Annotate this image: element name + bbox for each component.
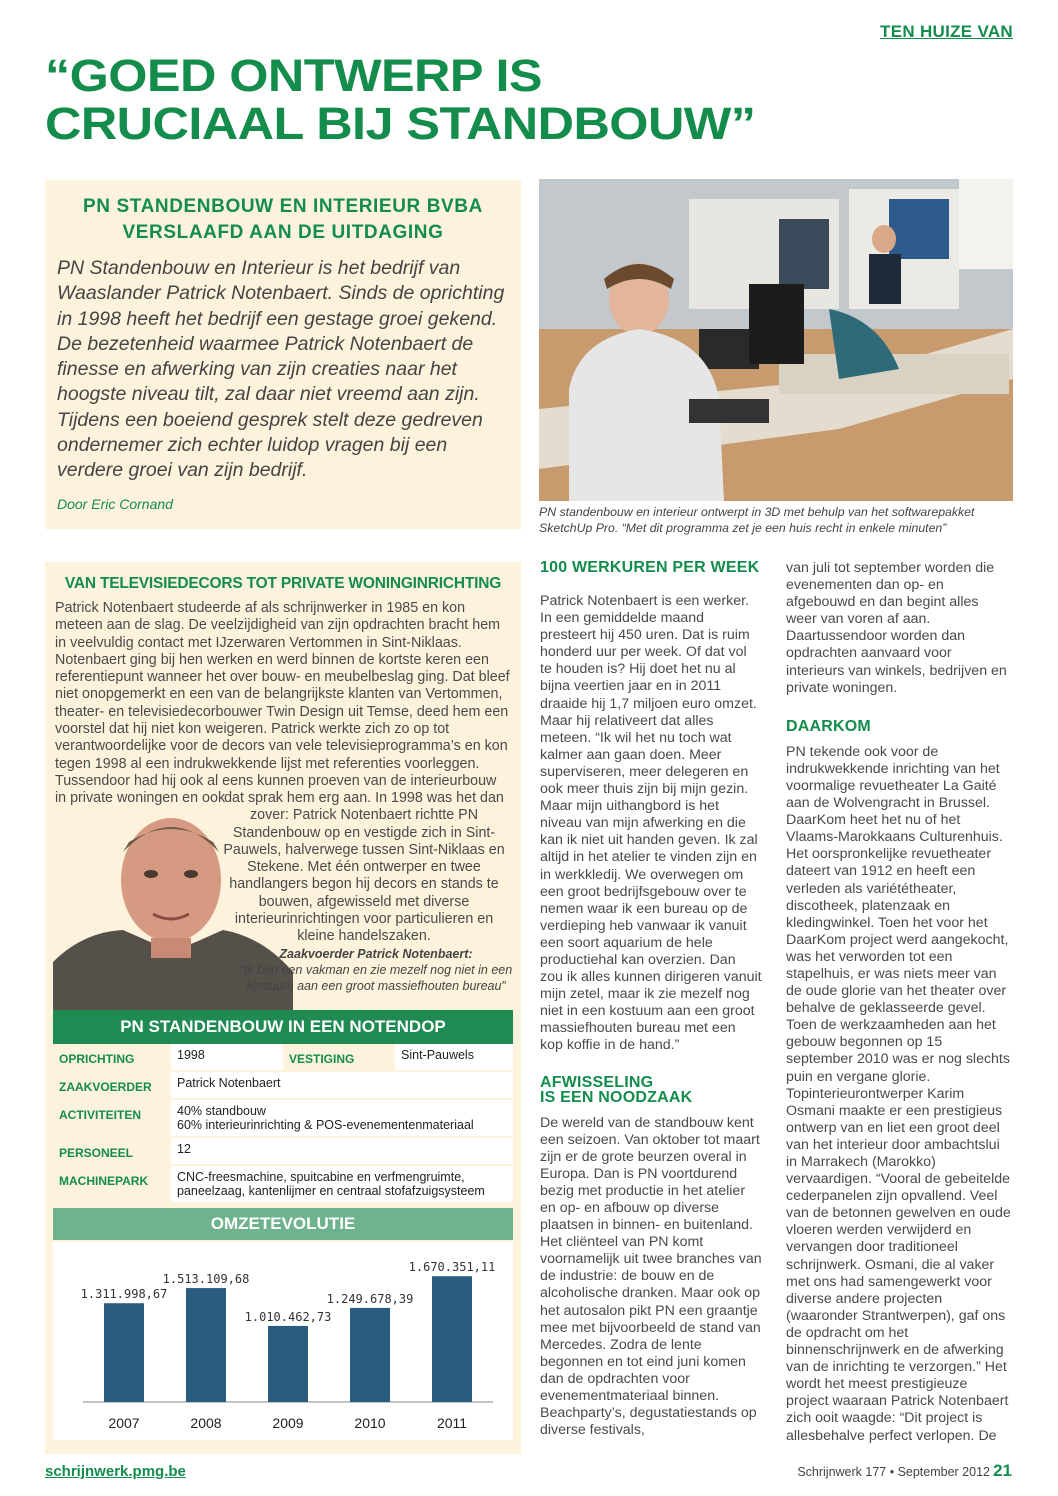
column-3 <box>786 560 1012 1445</box>
col2-heading-2-line-1: AFWISSELING <box>540 1073 654 1091</box>
chart-tick-label: 2009 <box>272 1415 304 1431</box>
col2-heading-2 <box>540 1075 762 1105</box>
chart-data-label: 1.513.109,68 <box>162 1272 250 1287</box>
portrait-caption-quote: “Ik ben een vakman en zie mezelf nog niet in een kostuum aan een groot massiefhouten bureau” <box>239 963 513 993</box>
chart-bar-2008 <box>186 1288 226 1402</box>
intro-title-line-1: PN STANDENBOUW EN INTERIEUR BVBA <box>83 196 483 217</box>
intro-box <box>45 180 521 529</box>
intro-title <box>55 194 511 246</box>
col2-heading-2-line-2: IS EEN NOODZAAK <box>540 1088 693 1106</box>
headline-line-2: CRUCIAAL BIJ STANDBOUW” <box>45 98 756 149</box>
portrait-caption-title: Zaakvoerder Patrick Notenbaert: <box>279 947 473 961</box>
zaakvoerder-label: ZAAKVOERDER <box>53 1071 171 1099</box>
footer-issue: Schrijnwerk 177 • September 2012 <box>797 1465 990 1479</box>
revenue-chart <box>53 1242 513 1440</box>
oprichting-label: OPRICHTING <box>53 1044 171 1071</box>
table-row <box>53 1071 513 1099</box>
column-2 <box>540 560 762 1439</box>
headline-line-1: “GOED ONTWERP IS <box>45 50 542 101</box>
table-row <box>53 1099 513 1137</box>
headline <box>45 52 1005 148</box>
activiteiten-label: ACTIVITEITEN <box>53 1099 171 1137</box>
chart-bar-2007 <box>104 1303 144 1402</box>
oprichting-value: 1998 <box>171 1044 283 1071</box>
story-paragraph-2: dat sprak hem erg aan. In 1998 was het dan zover: Patrick Notenbaert richtte PN Standenbouw op en vestigde zich in Sint-Pauwels, halverwege tussen Sint-Niklaas en Stekene. Met één ontwerper en twee handlangers begon hij decors en stands te bouwen, afgewisseld met diverse interieurinrichtingen voor particulieren en kleine handelszaken. <box>223 790 505 945</box>
chart-bar-2009 <box>268 1326 308 1402</box>
chart-data-label: 1.010.462,73 <box>244 1309 332 1324</box>
table-row <box>53 1137 513 1165</box>
chart-data-label: 1.249.678,39 <box>326 1291 414 1306</box>
footer-url-link[interactable]: schrijnwerk.pmg.be <box>45 1463 186 1480</box>
table-row <box>53 1044 513 1071</box>
col3-paragraph-1: van juli tot september worden die evenementen dan op- en afgebouwd en dan begint alles weer van voren af aan. Daartussendoor worden dan opdrachten aanvaard voor interieurs van winkels, bedrijven en private woningen. <box>786 560 1007 696</box>
col2-paragraph-1: Patrick Notenbaert is een werker. In een gemiddelde maand presteert hij 450 uren. Dat is ruim honderd uur per week. Of dat vol te houden is? Hij doet het nu al bijna veertien jaar en in 2011 draaide hij 1,7 miljoen euro omzet. Maar hij relativeert dat alles meteen. “Ik wil het nu toch wat kalmer aan gaan doen. Meer superviseren, meer delegeren en ook meer thuis zijn bij mijn gezin. Maar mijn uithangbord is het niveau van mijn afwerking en die kan ik niet uit handen geven. Ik zal altijd in het atelier te vinden zijn en in werkkledij. We overwegen om een groot bedrijfsgebouw over te nemen waar ik een bureau op de verdieping heb vanwaar ik vanuit een soort aquarium de hele productiehal kan overzien. Dan zou ik alles kunnen dirigeren vanuit mijn zetel, maar ik zie mezelf nog niet in een kostuum aan een groot massiefhouten bureau met een kop koffie in de hand.” <box>540 593 762 1054</box>
chart-bar-2010 <box>350 1308 390 1402</box>
col2-heading-1: 100 WERKUREN PER WEEK <box>540 559 760 576</box>
vestiging-value: Sint-Pauwels <box>395 1044 513 1071</box>
chart-data-label: 1.670.351,11 <box>408 1260 496 1275</box>
intro-body: PN Standenbouw en Interieur is het bedrijf van Waaslander Patrick Notenbaert. Sinds de oprichting in 1998 heeft het bedrijf een gestage groei gekend. De bezetenheid waarmee Patrick Notenbaert de finesse en afwerking van zijn creaties naar het hoogste niveau tilt, zal daar niet vreemd aan zijn. Tijdens een boeiend gesprek stelt deze gedreven ondernemer zich echter luidop vragen bij een verdere groei van zijn bedrijf. <box>57 257 505 482</box>
chart-tick-label: 2007 <box>108 1415 140 1431</box>
chart-data-label: 1.311.998,67 <box>80 1287 168 1302</box>
vestiging-label: VESTIGING <box>283 1044 395 1071</box>
chart-tick-label: 2008 <box>190 1415 222 1431</box>
portrait-caption <box>235 946 517 994</box>
chart-bar-2011 <box>432 1276 472 1402</box>
activiteiten-value-line-1: 40% standbouw <box>177 1104 266 1118</box>
personeel-label: PERSONEEL <box>53 1137 171 1165</box>
machinepark-value <box>171 1165 513 1203</box>
chart-tick-label: 2010 <box>354 1415 386 1431</box>
story-heading: VAN TELEVISIEDECORS TOT PRIVATE WONINGINRICHTING <box>64 575 502 592</box>
page-number: 21 <box>993 1461 1012 1480</box>
story-box <box>45 562 521 1454</box>
col3-heading-1: DAARKOM <box>786 717 871 735</box>
facts-table <box>53 1044 513 1204</box>
photo-caption: PN standenbouw en interieur ontwerpt in 3D met behulp van het softwarepakket SketchUp Pro. “Met dit programma zet je een huis recht in enkele minuten” <box>539 505 975 535</box>
chart-tick-label: 2011 <box>436 1415 468 1431</box>
col2-paragraph-2: De wereld van de standbouw kent een seizoen. Van oktober tot maart zijn er de grote beurzen overal in Europa. Dan is PN voortdurend bezig met productie in het atelier en op- en afbouw op diverse plaatsen in binnen- en buitenland. Het cliënteel van PN komt voornamelijk uit twee branches van de industrie: de bouw en de alcoholische dranken. Maar ook op het autosalon pikt PN een graantje mee met bijvoorbeeld de stand van Mercedes. Zodra de lente begonnen en tot eind juni komen dan de opdrachten voor evenementmateriaal binnen. Beachparty’s, degustatiestands op diverse festivals, <box>540 1114 762 1439</box>
intro-title-line-2: VERSLAAFD AAN DE UITDAGING <box>122 222 444 243</box>
zaakvoerder-value: Patrick Notenbaert <box>171 1071 513 1099</box>
revenue-chart-svg <box>53 1242 513 1440</box>
machinepark-label: MACHINEPARK <box>53 1165 171 1203</box>
personeel-value: 12 <box>171 1137 513 1165</box>
table-row <box>53 1165 513 1203</box>
intro-author: Door Eric Cornand <box>57 496 173 512</box>
activiteiten-value-line-2: 60% interieurinrichting & POS-evenementenmateriaal <box>177 1118 474 1132</box>
machinepark-value-line-1: CNC-freesmachine, spuitcabine en verfmengruimte, <box>177 1170 465 1184</box>
section-tag: TEN HUIZE VAN <box>880 22 1013 41</box>
story-paragraph-1: Patrick Notenbaert studeerde af als schrijnwerker in 1985 en kon meteen aan de slag. De veelzijdigheid van zijn opdrachten bracht hem in veelvuldig contact met IJzerwaren Vertommen in Sint-Niklaas. Notenbaert ging bij hen werken en werd binnen de kortste keren een referentiepunt wanneer het over bouw- en meubelbeslag ging. Dat bleef niet onopgemerkt en een van de belangrijkste klanten van Vertommen, theater- en televisiedecorbouwer Twin Design uit Temse, deed hem een voorstel dat hij niet kon weigeren. Patrick werkte zich zo op tot verantwoordelijke voor de decors van vele televisieprogramma’s en kon tegen 1998 al een indrukwekkende lijst met referenties voorleggen. Tussendoor had hij ook al eens kunnen proeven van de interieurbouw in private woningen en ook <box>55 600 510 807</box>
office-photo <box>539 179 1013 501</box>
facts-header: PN STANDENBOUW IN EEN NOTENDOP <box>53 1010 513 1044</box>
col3-paragraph-2: PN tekende ook voor de indrukwekkende inrichting van het voormalige revuetheater La Gaité aan de Wolvengracht in Brussel. DaarKom heet het nu of het Vlaams-Marokkaans Culturenhuis. Het oorspronkelijke revuetheater dateert van 1912 en heeft een verleden als variététheater, discotheek, platenzaak en kledingwinkel. Toen het voor het DaarKom project werd aangekocht, was het verworden tot een stapelhuis, er was niets meer van de oude glorie van het theater over behalve de geklasseerde gevel. Toen de werkzaamheden aan het gebouw begonnen op 15 september 2010 was er nog slechts puin en vergane glorie. Topinterieurontwerper Karim Osmani maakte er een prestigieus ontwerp van en liet een groot deel van het interieur door ambachtslui in Marrakech (Marokko) vervaardigen. “Vooral de gebeitelde cederpanelen zijn opvallend. Veel van de betonnen gewelven en oude vloeren werden verwijderd en vervangen door traditioneel schrijnwerk. Osmani, die al vaker met ons had samengewerkt voor diverse andere projecten (waaronder Strantwerpen), gaf ons de opdracht om het binnenschrijnwerk en de afwerking van de inrichting te verzorgen.” Het wordt het meest prestigieuze project waaraan Patrick Notenbaert zich ooit waagde: “Dit project is allesbehalve perfect verlopen. De <box>786 743 1011 1444</box>
office-photo-illustration <box>539 179 1013 501</box>
machinepark-value-line-2: paneelzaag, kantenlijmer en centraal stofafzuigsysteem <box>177 1184 485 1198</box>
chart-title: OMZETEVOLUTIE <box>53 1208 513 1240</box>
activiteiten-value <box>171 1099 513 1137</box>
